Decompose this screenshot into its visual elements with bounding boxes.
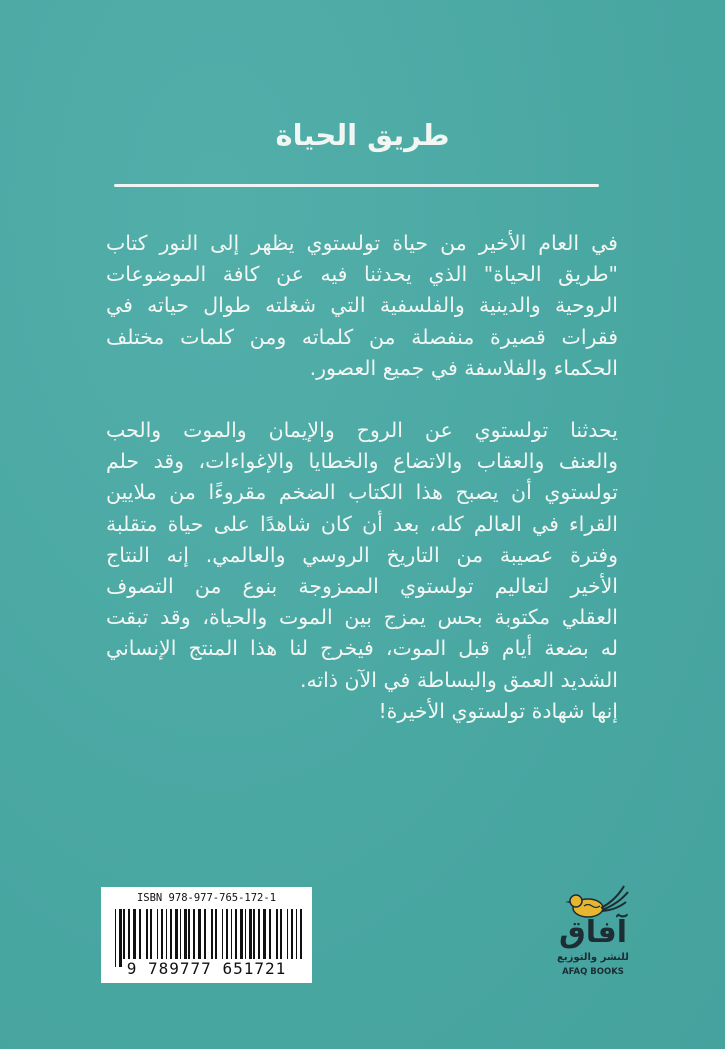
barcode-bar [287,909,288,959]
text-line: فقرات قصيرة منفصلة من كلماته ومن كلمات مختلف [106,324,618,349]
text-line: العقلي مكتوبة بحس يمزج بين الموت والحياة، وقد تبقت [106,605,618,630]
text-line: له بضعة أيام قبل الموت، فيخرج لنا هذا المنتج الإنساني [106,636,618,661]
publisher-logo [556,884,630,988]
barcode-bar [133,909,136,959]
barcode-digits [101,959,312,978]
barcode-bar [231,909,232,959]
text-line: إنها شهادة تولستوي الأخيرة! [378,698,618,723]
barcode-bar [269,909,271,959]
text-line: الروحية والدينية والفلسفية التي شغلته طوال حياته في [106,293,618,318]
isbn-barcode [101,887,312,983]
title-divider [114,184,599,187]
barcode-bar [240,909,243,959]
text-line: تولستوي أن يصبح هذا الكتاب الضخم مقروءًا من ملايين [106,480,618,505]
barcode-bar [222,909,223,959]
publisher-name: AFAQ BOOKS [562,967,624,977]
barcode-bar [263,909,266,959]
text-line: الحكماء والفلاسفة في جميع العصور. [309,355,618,380]
publisher-logo-arabic: آفاق [558,915,627,950]
barcode-bar [300,909,302,959]
text-line: "طريق الحياة" الذي يحدثنا فيه عن كافة الموضوعات [106,262,618,287]
barcode-bar [146,909,148,959]
barcode-bar [296,909,297,959]
barcode-bar [215,909,217,959]
barcode-bar [245,909,246,959]
text-line: وفترة عصيبة من التاريخ الروسي والعالمي. إنه النتاج [106,542,618,567]
barcode-bar [249,909,252,959]
barcode-bar [161,909,163,959]
barcode-bar [166,909,167,959]
barcode-bar [291,909,293,959]
blurb-paragraph-2 [106,415,618,727]
barcode-bar [253,909,255,959]
barcode-bar [128,909,130,959]
barcode-bar [258,909,260,959]
text-line: القراء في العالم كله، بعد أن كان شاهدًا على حياة متقلبة [106,511,618,536]
book-title: طريق الحياة [275,118,450,152]
barcode-bar [150,909,152,959]
text-line: والعنف والعقاب والاتضاع والخطايا والإغواءات، وقد حلم [106,449,618,474]
barcode-bar [184,909,187,959]
blurb-paragraph-1 [106,228,618,384]
barcode-bar [175,909,178,959]
text-line: الأخير لتعاليم تولستوي الممزوجة بنوع من التصوف [106,574,618,599]
barcode-bar [276,909,278,959]
barcode-bar [235,909,237,959]
isbn-label: ISBN 978-977-765-172-1 [136,892,277,904]
barcode-bar [204,909,206,959]
barcode-bar [157,909,158,959]
barcode-bar [180,909,181,959]
barcode-bar [193,909,195,959]
barcode-bar [226,909,228,959]
barcode-bar [123,909,125,959]
text-line: يحدثنا تولستوي عن الروح والإيمان والموت والحب [106,418,618,442]
barcode-bar [188,909,190,959]
barcode-bar [170,909,172,959]
barcode-bar [139,909,141,959]
barcode-bar [280,909,282,959]
barcode-bar [211,909,213,959]
text-line: في العام الأخير من حياة تولستوي يظهر إلى النور كتاب [106,231,618,255]
publisher-tagline: للنشر والتوزيع [557,952,629,963]
barcode-bar [198,909,201,959]
barcode-digits-text: 9 789777 651721 [126,959,287,978]
text-line: الشديد العمق والبساطة في الآن ذاته. [299,667,618,692]
